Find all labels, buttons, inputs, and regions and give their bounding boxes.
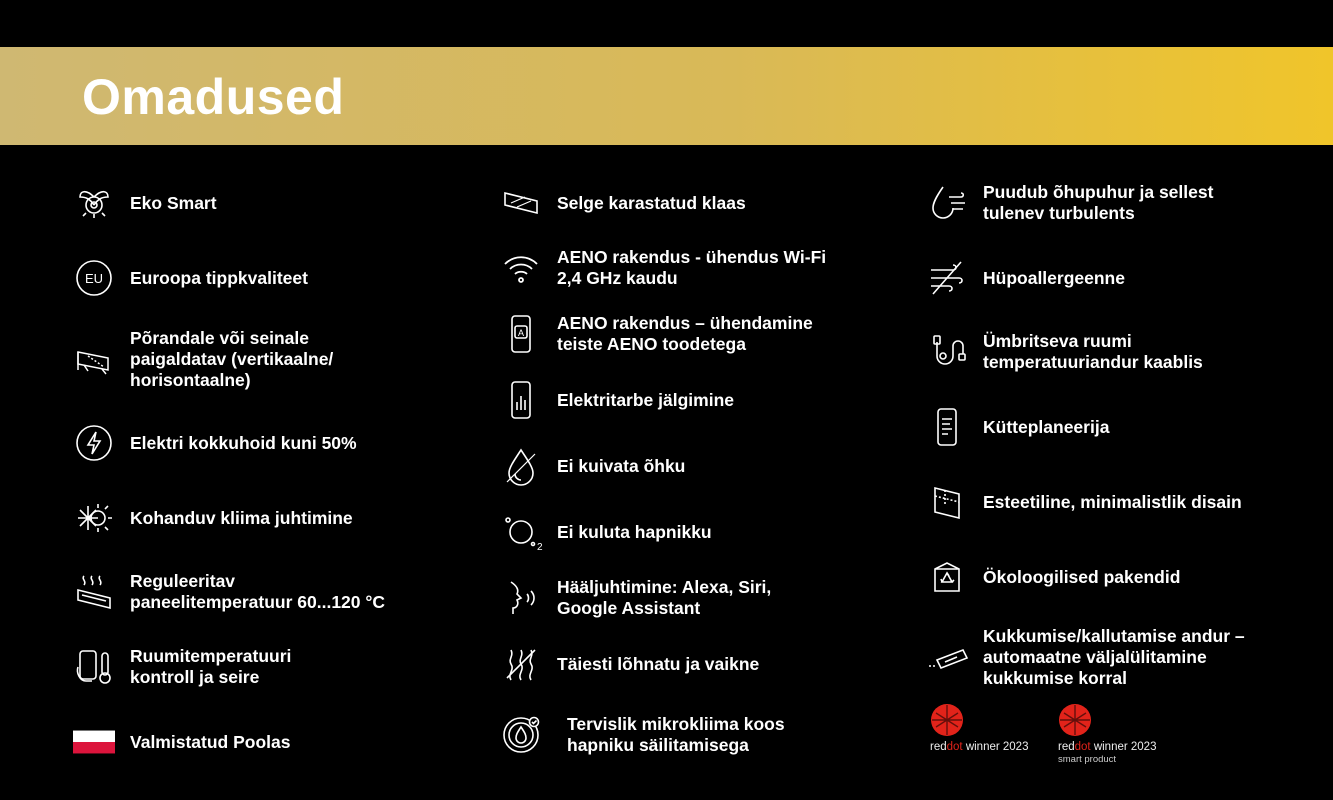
feature-label: Reguleeritav paneelitemperatuur 60...120 °C — [130, 571, 386, 612]
feature-label: Kukkumise/kallutamise andur – automaatne väljalülitamine kukkumise korral — [983, 626, 1245, 688]
droplet-icon — [499, 444, 543, 488]
eco-smart-icon — [72, 181, 116, 225]
reddot-sublabel: smart product — [1058, 754, 1117, 765]
reddot-label: reddot winner 2023 — [1058, 741, 1157, 753]
climate-icon — [72, 496, 116, 540]
sensor-cable-icon — [925, 330, 969, 374]
page-title: Omadused — [82, 69, 345, 125]
feature-label: Elektri kokkuhoid kuni 50% — [130, 432, 357, 453]
feature-label: Hääljuhtimine: Alexa, Siri, Google Assistant — [557, 577, 772, 618]
feature-healthy-microclimate — [499, 713, 785, 757]
reddot-logo-icon — [1058, 703, 1092, 737]
voice-icon — [499, 576, 543, 620]
feature-eco-packaging — [925, 555, 1180, 599]
feature-label: Täiesti lõhnatu ja vaikne — [557, 653, 760, 674]
feature-label: Valmistatud Poolas — [130, 731, 291, 752]
feature-made-in-poland — [72, 720, 290, 764]
feature-tempered-glass — [499, 181, 746, 225]
feature-no-oxygen-burn — [499, 510, 712, 554]
feature-label: Euroopa tippkvaliteet — [130, 267, 308, 288]
feature-label: Puudub õhupuhur ja sellest tulenev turbulents — [983, 182, 1214, 223]
feature-label: Hüpoallergeenne — [983, 267, 1125, 288]
feature-label: Ei kuluta hapnikku — [557, 521, 712, 542]
feature-label: Ruumitemperatuuri kontroll ja seire — [130, 646, 292, 687]
mounting-icon — [72, 338, 116, 382]
reddot-logo-icon — [930, 703, 964, 737]
feature-label: Elektritarbe jälgimine — [557, 389, 735, 410]
thermostat-phone-icon — [72, 645, 116, 689]
feature-no-dry-air — [499, 444, 685, 488]
feature-voice-control — [499, 576, 771, 620]
feature-room-temperature — [72, 645, 291, 689]
no-airflow-icon — [925, 181, 969, 225]
reddot-award-2 — [1058, 703, 1156, 766]
feature-mounting — [72, 328, 333, 391]
reddot-award-1 — [930, 703, 1028, 754]
hypoallergenic-icon — [925, 256, 969, 300]
feature-adaptive-climate — [72, 496, 353, 540]
feature-silent — [499, 642, 759, 686]
feature-label: Eko Smart — [130, 192, 217, 213]
feature-label: Esteetiline, minimalistlik disain — [983, 491, 1242, 512]
planner-icon — [925, 405, 969, 449]
oxygen-icon — [499, 510, 543, 554]
feature-energy-monitoring — [499, 378, 734, 422]
feature-label: Ei kuivata õhku — [557, 455, 686, 476]
feature-label: AENO rakendus - ühendus Wi-Fi 2,4 GHz kaudu — [557, 247, 827, 288]
energy-monitor-icon — [499, 378, 543, 422]
feature-eu-quality — [72, 256, 308, 300]
feature-eco-smart — [72, 181, 217, 225]
app-badge-text: A — [517, 328, 525, 338]
wifi-icon — [499, 246, 543, 290]
feature-label: Põrandale või seinale paigaldatav (vertikaalne/ horisontaalne) — [130, 328, 334, 390]
eu-badge-text: EU — [84, 271, 104, 286]
feature-hypoallergenic — [925, 256, 1125, 300]
oxygen-badge-text: 2 — [537, 542, 543, 553]
feature-label: Kütteplaneerija — [983, 416, 1110, 437]
silent-icon — [499, 642, 543, 686]
feature-tilt-sensor — [925, 626, 1245, 689]
feature-label: Selge karastatud klaas — [557, 192, 746, 213]
feature-sensor-cable — [925, 330, 1203, 374]
poland-flag-icon — [72, 720, 116, 764]
feature-energy-saving — [72, 421, 357, 465]
reddot-label: reddot winner 2023 — [930, 741, 1029, 753]
eco-package-icon — [925, 555, 969, 599]
feature-label: Ümbritseva ruumi temperatuuriandur kaablis — [983, 331, 1203, 372]
tilt-sensor-icon — [925, 636, 969, 680]
feature-app-connection — [499, 312, 813, 356]
app-icon — [499, 312, 543, 356]
feature-label: Ökoloogilised pakendid — [983, 566, 1181, 587]
feature-label: AENO rakendus – ühendamine teiste AENO toodetega — [557, 313, 813, 354]
feature-label: Tervislik mikrokliima koos hapniku säilitamisega — [567, 714, 785, 755]
design-icon — [925, 480, 969, 524]
feature-wifi-app — [499, 246, 826, 290]
feature-heating-planner — [925, 405, 1109, 449]
feature-no-airflow — [925, 181, 1213, 225]
feature-minimalist-design — [925, 480, 1242, 524]
lightning-icon — [72, 421, 116, 465]
title-banner — [0, 47, 1333, 145]
microclimate-icon — [499, 713, 543, 757]
eu-icon — [72, 256, 116, 300]
glass-icon — [499, 181, 543, 225]
heat-panel-icon — [72, 570, 116, 614]
feature-panel-temperature — [72, 570, 385, 614]
feature-label: Kohanduv kliima juhtimine — [130, 507, 353, 528]
